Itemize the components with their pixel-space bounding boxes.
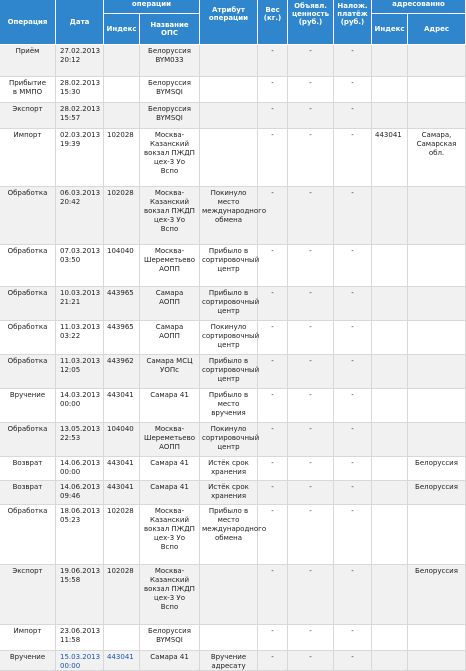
cell-addr-index	[372, 565, 408, 625]
table-row	[0, 187, 466, 245]
cell-attribute	[200, 565, 258, 625]
cell-ops-name: Самара 41	[140, 481, 200, 505]
cell-ops-name: Белоруссия BYMSQI	[140, 77, 200, 103]
cell-address	[408, 287, 466, 321]
cell-declared-value: -	[288, 565, 334, 625]
cell-index: 104040	[104, 245, 140, 287]
cell-date: 11.03.2013 03:22	[56, 321, 104, 355]
cell-date: 11.03.2013 12:05	[56, 355, 104, 389]
cell-date: 15.03.2013 00:00	[56, 651, 104, 671]
cell-ops-name: Самара АОПП	[140, 321, 200, 355]
cell-weight: -	[258, 457, 288, 481]
cell-cod: -	[334, 457, 372, 481]
cell-weight: -	[258, 505, 288, 565]
cell-attribute	[200, 45, 258, 77]
cell-cod: -	[334, 481, 372, 505]
table-row	[0, 565, 466, 625]
header-date: Дата	[56, 0, 104, 45]
header-addressee-group: адресованно	[372, 0, 466, 14]
cell-weight: -	[258, 389, 288, 423]
cell-index: 443041	[104, 651, 140, 671]
cell-declared-value: -	[288, 129, 334, 187]
cell-address: Самара, Самарская обл.	[408, 129, 466, 187]
table-header	[0, 0, 466, 45]
cell-declared-value: -	[288, 505, 334, 565]
table-row	[0, 423, 466, 457]
cell-ops-name: Москва- Шереметьево АОПП	[140, 245, 200, 287]
table-row	[0, 625, 466, 651]
cell-index: 102028	[104, 505, 140, 565]
table-row	[0, 355, 466, 389]
cell-declared-value: -	[288, 245, 334, 287]
cell-addr-index: 443041	[372, 129, 408, 187]
cell-address	[408, 103, 466, 129]
cell-date: 19.06.2013 15:58	[56, 565, 104, 625]
cell-ops-name: Самара АОПП	[140, 287, 200, 321]
cell-address	[408, 77, 466, 103]
cell-declared-value: -	[288, 625, 334, 651]
header-operation: Операция	[0, 0, 56, 45]
cell-cod: -	[334, 651, 372, 671]
cell-weight: -	[258, 129, 288, 187]
header-addr-index: Индекс	[372, 14, 408, 45]
cell-addr-index	[372, 481, 408, 505]
cell-cod: -	[334, 245, 372, 287]
cell-address	[408, 651, 466, 671]
cell-ops-name: Москва- Шереметьево АОПП	[140, 423, 200, 457]
cell-ops-name: Москва- Казанский вокзал ПЖДП цех-3 Уо Вспо	[140, 565, 200, 625]
table-row	[0, 505, 466, 565]
cell-attribute: Прибыло в место вручения	[200, 389, 258, 423]
cell-addr-index	[372, 505, 408, 565]
cell-operation: Обработка	[0, 505, 56, 565]
cell-addr-index	[372, 187, 408, 245]
cell-ops-name: Москва- Казанский вокзал ПЖДП цех-3 Уо Вспо	[140, 129, 200, 187]
cell-weight: -	[258, 103, 288, 129]
cell-weight: -	[258, 423, 288, 457]
table-row	[0, 45, 466, 77]
cell-address	[408, 321, 466, 355]
cell-address	[408, 625, 466, 651]
cell-operation: Обработка	[0, 423, 56, 457]
cell-addr-index	[372, 651, 408, 671]
cell-date: 07.03.2013 03:50	[56, 245, 104, 287]
cell-date: 28.02.2013 15:57	[56, 103, 104, 129]
cell-index: 104040	[104, 423, 140, 457]
cell-weight: -	[258, 287, 288, 321]
cell-address: Белоруссия	[408, 565, 466, 625]
cell-index: 443962	[104, 355, 140, 389]
cell-ops-name: Самара 41	[140, 651, 200, 671]
cell-declared-value: -	[288, 457, 334, 481]
cell-date: 14.06.2013 00:00	[56, 457, 104, 481]
header-attribute: Атрибут операции	[200, 0, 258, 45]
cell-weight: -	[258, 321, 288, 355]
cell-date: 10.03.2013 21:21	[56, 287, 104, 321]
cell-weight: -	[258, 651, 288, 671]
cell-index	[104, 77, 140, 103]
cell-index: 443965	[104, 321, 140, 355]
cell-cod: -	[334, 505, 372, 565]
table-row	[0, 287, 466, 321]
cell-cod: -	[334, 77, 372, 103]
cell-addr-index	[372, 355, 408, 389]
cell-declared-value: -	[288, 187, 334, 245]
cell-operation: Обработка	[0, 287, 56, 321]
cell-weight: -	[258, 355, 288, 389]
cell-attribute: Истёк срок хранения	[200, 481, 258, 505]
cell-address: Белоруссия	[408, 481, 466, 505]
cell-cod: -	[334, 45, 372, 77]
cell-declared-value: -	[288, 287, 334, 321]
cell-address: Белоруссия	[408, 457, 466, 481]
cell-address	[408, 505, 466, 565]
cell-operation: Обработка	[0, 187, 56, 245]
cell-cod: -	[334, 129, 372, 187]
cell-date: 18.06.2013 05:23	[56, 505, 104, 565]
cell-attribute: Покинуло место международного обмена	[200, 187, 258, 245]
cell-operation: Возврат	[0, 481, 56, 505]
cell-date: 06.03.2013 20:42	[56, 187, 104, 245]
header-ops-name: Название ОПС	[140, 14, 200, 45]
cell-operation: Экспорт	[0, 103, 56, 129]
cell-ops-name: Москва- Казанский вокзал ПЖДП цех-3 Уо Вспо	[140, 505, 200, 565]
cell-attribute: Прибыло в сортировочный центр	[200, 355, 258, 389]
cell-ops-name: Белоруссия BYMSQI	[140, 103, 200, 129]
cell-index	[104, 45, 140, 77]
cell-declared-value: -	[288, 321, 334, 355]
cell-attribute: Прибыло в сортировочный центр	[200, 245, 258, 287]
cell-address	[408, 45, 466, 77]
cell-declared-value: -	[288, 103, 334, 129]
cell-weight: -	[258, 77, 288, 103]
cell-cod: -	[334, 187, 372, 245]
cell-attribute: Истёк срок хранения	[200, 457, 258, 481]
table-row	[0, 389, 466, 423]
cell-addr-index	[372, 45, 408, 77]
cell-weight: -	[258, 481, 288, 505]
cell-cod: -	[334, 389, 372, 423]
cell-operation: Импорт	[0, 625, 56, 651]
cell-weight: -	[258, 625, 288, 651]
header-declared-value: Объявл. ценность (руб.)	[288, 0, 334, 45]
cell-date: 23.06.2013 11:58	[56, 625, 104, 651]
cell-declared-value: -	[288, 651, 334, 671]
header-index: Индекс	[104, 14, 140, 45]
cell-declared-value: -	[288, 389, 334, 423]
cell-operation: Приём	[0, 45, 56, 77]
cell-index: 102028	[104, 565, 140, 625]
cell-addr-index	[372, 389, 408, 423]
cell-declared-value: -	[288, 45, 334, 77]
cell-ops-name: Москва- Казанский вокзал ПЖДП цех-3 Уо Вспо	[140, 187, 200, 245]
cell-cod: -	[334, 103, 372, 129]
cell-ops-name: Самара 41	[140, 389, 200, 423]
cell-cod: -	[334, 565, 372, 625]
cell-operation: Вручение	[0, 389, 56, 423]
cell-operation: Импорт	[0, 129, 56, 187]
cell-address	[408, 245, 466, 287]
cell-operation: Обработка	[0, 245, 56, 287]
cell-attribute	[200, 77, 258, 103]
cell-weight: -	[258, 565, 288, 625]
cell-index: 443041	[104, 481, 140, 505]
cell-attribute	[200, 129, 258, 187]
cell-ops-name: Самара 41	[140, 457, 200, 481]
cell-declared-value: -	[288, 423, 334, 457]
cell-ops-name: Белоруссия BYM033	[140, 45, 200, 77]
table-row	[0, 245, 466, 287]
cell-index: 443041	[104, 389, 140, 423]
cell-ops-name: Белоруссия BYMSQI	[140, 625, 200, 651]
cell-cod: -	[334, 423, 372, 457]
cell-address	[408, 187, 466, 245]
cell-date: 13.05.2013 22:53	[56, 423, 104, 457]
cell-index: 443965	[104, 287, 140, 321]
header-weight: Вес (кг.)	[258, 0, 288, 45]
cell-address	[408, 389, 466, 423]
cell-attribute: Прибыло в сортировочный центр	[200, 287, 258, 321]
cell-declared-value: -	[288, 355, 334, 389]
cell-index: 443041	[104, 457, 140, 481]
cell-operation: Обработка	[0, 355, 56, 389]
cell-addr-index	[372, 245, 408, 287]
cell-declared-value: -	[288, 77, 334, 103]
cell-index: 102028	[104, 187, 140, 245]
cell-attribute: Вручение адресату	[200, 651, 258, 671]
cell-cod: -	[334, 355, 372, 389]
cell-operation: Вручение	[0, 651, 56, 671]
table-row	[0, 481, 466, 505]
cell-cod: -	[334, 287, 372, 321]
cell-date: 02.03.2013 19:39	[56, 129, 104, 187]
cell-addr-index	[372, 287, 408, 321]
cell-index: 102028	[104, 129, 140, 187]
cell-attribute: Покинуло сортировочный центр	[200, 321, 258, 355]
cell-date: 28.02.2013 15:30	[56, 77, 104, 103]
cell-date: 27.02.2013 20:12	[56, 45, 104, 77]
cell-operation: Возврат	[0, 457, 56, 481]
cell-weight: -	[258, 45, 288, 77]
cell-addr-index	[372, 103, 408, 129]
table-row	[0, 129, 466, 187]
header-cod: Налож. платёж (руб.)	[334, 0, 372, 45]
cell-operation: Экспорт	[0, 565, 56, 625]
cell-attribute	[200, 625, 258, 651]
cell-cod: -	[334, 321, 372, 355]
table-row	[0, 77, 466, 103]
cell-cod: -	[334, 625, 372, 651]
cell-address	[408, 355, 466, 389]
cell-declared-value: -	[288, 481, 334, 505]
table-row	[0, 103, 466, 129]
cell-addr-index	[372, 423, 408, 457]
table-row	[0, 457, 466, 481]
cell-weight: -	[258, 245, 288, 287]
cell-operation: Обработка	[0, 321, 56, 355]
cell-attribute: Покинуло сортировочный центр	[200, 423, 258, 457]
cell-index	[104, 103, 140, 129]
header-address: Адрес	[408, 14, 466, 45]
cell-date: 14.03.2013 00:00	[56, 389, 104, 423]
cell-addr-index	[372, 457, 408, 481]
table-row	[0, 651, 466, 671]
cell-attribute: Прибыло в место международного обмена	[200, 505, 258, 565]
cell-date: 14.06.2013 09:46	[56, 481, 104, 505]
cell-address	[408, 423, 466, 457]
cell-ops-name: Самара МСЦ УОПс	[140, 355, 200, 389]
cell-addr-index	[372, 77, 408, 103]
header-place-group: операции	[104, 0, 200, 14]
cell-addr-index	[372, 321, 408, 355]
cell-operation: Прибытие в ММПО	[0, 77, 56, 103]
cell-weight: -	[258, 187, 288, 245]
cell-index	[104, 625, 140, 651]
table-row	[0, 321, 466, 355]
cell-attribute	[200, 103, 258, 129]
cell-addr-index	[372, 625, 408, 651]
